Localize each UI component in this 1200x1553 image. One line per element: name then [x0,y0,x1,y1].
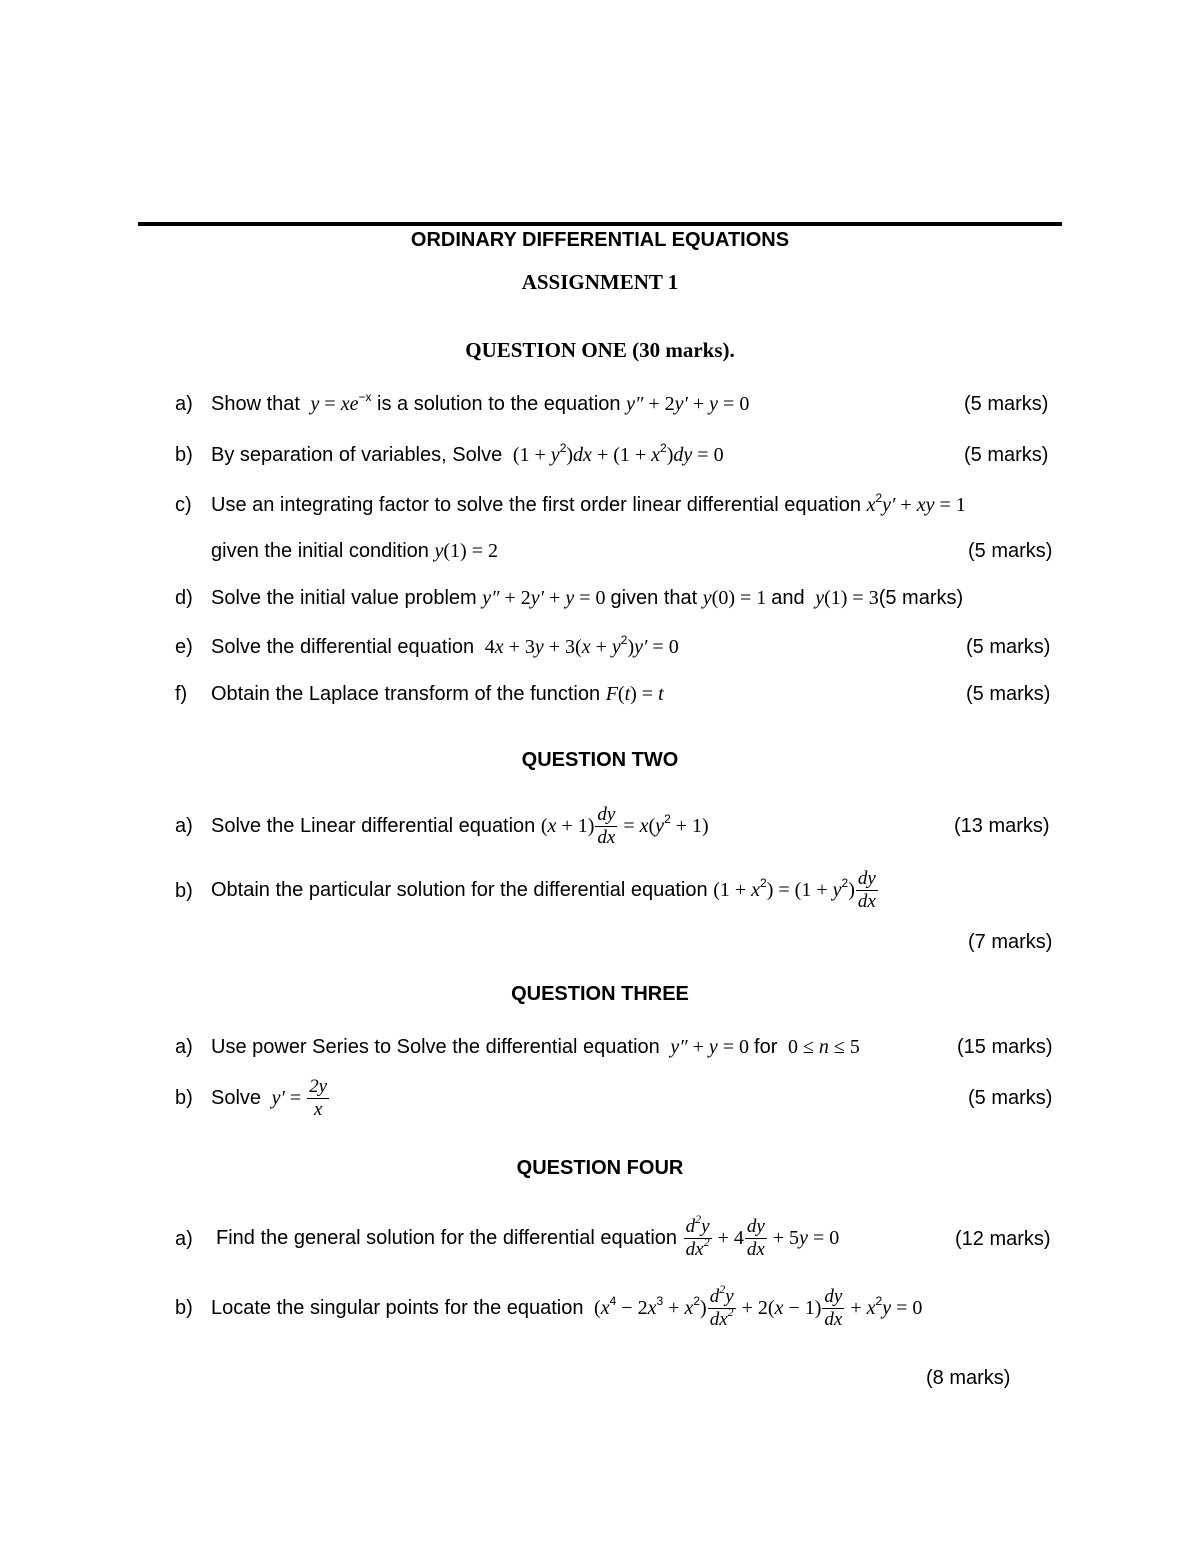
q2a-text: Solve the Linear differential equation (x + 1) $\frac{dy}{dx}$ = $x(y^2 + 1)$ [211,804,709,849]
q1d-marks: (5 marks) [878,587,964,609]
q4b-text: Locate the singular points for the equation $(x^4 - 2x^3 + x^2)$ $\frac{d^2y}{dx^2}$ + 2(x − 1) $\frac{dy}{dx}$ + $x^2y = 0$ [211,1282,923,1331]
q1f-label: f) [175,683,188,705]
q1f-text: Obtain the Laplace transform of the function F(t) = t [211,683,664,705]
dy-dx-fraction: $\frac{dy}{dx}$ [746,1216,765,1261]
q1f-marks: (5 marks) [966,683,1051,705]
q1b-text: By separation of variables, Solve $(1 + y^2)dx + (1 + x^2)dy = 0$ [211,441,724,466]
q3a-text: Use power Series to Solve the differential equation y″ + y = 0 for 0 ≤ n ≤ 5 [211,1036,860,1058]
q2b-marks: (7 marks) [968,931,1053,953]
q1e-marks: (5 marks) [966,636,1051,658]
q1d-text: Solve the initial value problem y″ + 2y′ + y = 0 given that y(0) = 1 and y(1) = 3(5 marks) [211,587,964,609]
document-title: ORDINARY DIFFERENTIAL EQUATIONS [410,229,790,251]
question-two-heading: QUESTION TWO [521,749,679,771]
q1a-text: Show that $y = xe^{-x}$ is a solution to the equation y″ + 2y′ + y = 0 [211,390,750,415]
q1b-label: b) [175,444,193,466]
q1a-marks: (5 marks) [964,393,1049,415]
q3b-marks: (5 marks) [968,1087,1053,1109]
q4a-label: a) [175,1228,193,1250]
q2b-text: Obtain the particular solution for the differential equation $(1 + x^2) = (1 + y^2)$ $\frac{dy}{dx}$ [211,868,876,913]
q4b-label: b) [175,1297,193,1319]
q1c-text-2: given the initial condition y(1) = 2 [211,540,498,562]
q1a-label: a) [175,393,193,415]
question-one-heading: QUESTION ONE (30 marks). [465,338,735,362]
q3a-marks: (15 marks) [957,1036,1053,1058]
question-four-heading: QUESTION FOUR [516,1157,684,1179]
q1e-text: Solve the differential equation $4x + 3y + 3(x + y^2)y' = 0$ [211,633,679,658]
q4b-marks: (8 marks) [926,1367,1011,1389]
q2b-label: b) [175,880,193,902]
q2a-marks: (13 marks) [954,815,1050,837]
q1b-marks: (5 marks) [964,444,1049,466]
q3b-label: b) [175,1087,193,1109]
two-y-over-x-fraction: $\frac{2y}{x}$ [309,1076,328,1121]
dy-dx-fraction: $\frac{dy}{dx}$ [597,804,616,849]
dy-dx-fraction: $\frac{dy}{dx}$ [857,868,876,913]
assignment-heading: ASSIGNMENT 1 [521,270,679,294]
q1c-text: Use an integrating factor to solve the first order linear differential equation $x^2y'$ + xy = 1 [211,491,966,516]
q1c-label: c) [175,494,192,516]
second-derivative-fraction: $\frac{d^2y}{dx^2}$ [685,1212,710,1261]
q1c-marks: (5 marks) [968,540,1053,562]
q1e-label: e) [175,636,193,658]
q4a-marks: (12 marks) [955,1228,1051,1250]
second-derivative-fraction: $\frac{d^2y}{dx^2}$ [709,1282,734,1331]
q1d-label: d) [175,587,193,609]
q3a-label: a) [175,1036,193,1058]
q2a-label: a) [175,815,193,837]
dy-dx-fraction: $\frac{dy}{dx}$ [824,1286,843,1331]
question-three-heading: QUESTION THREE [511,983,689,1005]
q4a-text: Find the general solution for the differential equation $\frac{d^2y}{dx^2}$ + 4 $\frac{dy}{dx}$ + 5y = 0 [216,1212,840,1261]
q3b-text: Solve y′ = $\frac{2y}{x}$ [211,1076,328,1121]
top-rule [138,222,1062,226]
